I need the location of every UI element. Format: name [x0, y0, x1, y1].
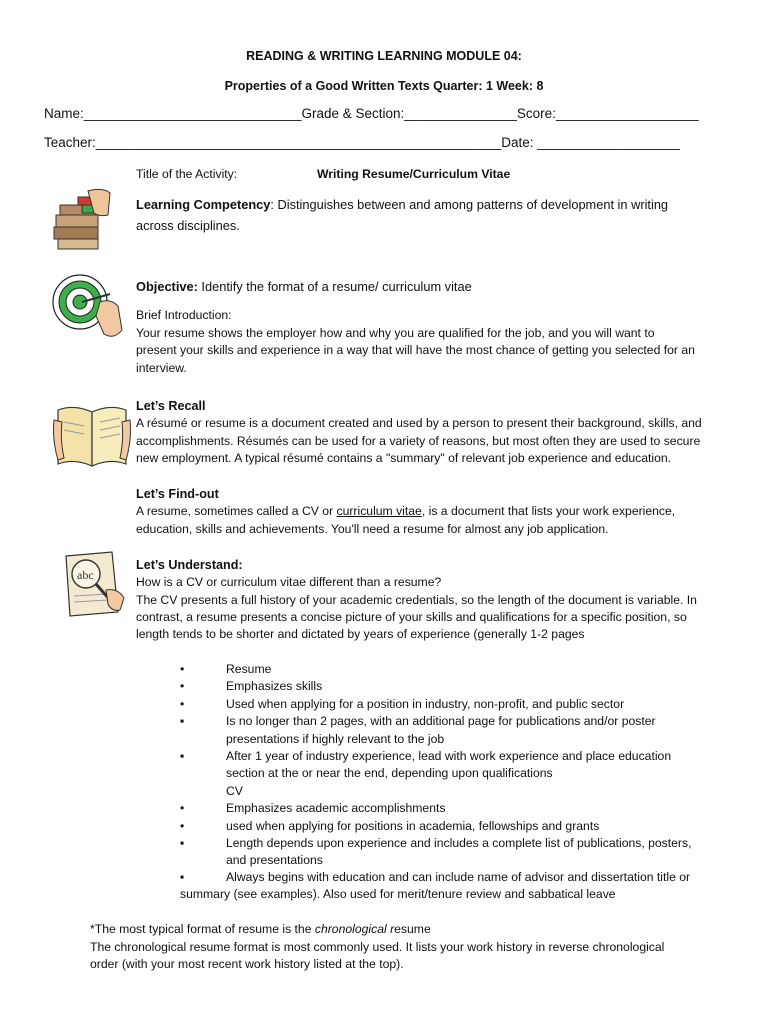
bullet-marker: ▪	[180, 714, 185, 729]
recall-line-1: A résumé or resume is a document created and used by a person to present their background, skills, and	[136, 416, 702, 430]
recall-heading: Let’s Recall	[136, 399, 206, 413]
books-icon	[48, 185, 118, 255]
objective-label: Objective:	[136, 279, 198, 294]
findout-line-2: education, skills and achievements. You'll need a resume for almost any job application.	[136, 522, 609, 536]
bullet-text: and presentations	[226, 853, 323, 868]
bullet-marker: •	[180, 679, 185, 694]
recall-line-2: accomplishments. Résumés can be used for a variety of reasons, but most often they are used to secure	[136, 434, 701, 448]
footer-italic-text: chronological r	[314, 922, 395, 936]
footer-line-3: order (with your most recent work history listed at the top).	[90, 957, 404, 971]
intro-line-3: interview.	[136, 361, 187, 375]
bullet-marker: •	[180, 818, 185, 833]
teacher-date-line: Teacher:______________________________________________________Date: ___________________	[44, 135, 680, 150]
findout-heading: Let’s Find-out	[136, 487, 219, 501]
objective-line	[136, 278, 472, 295]
intro-heading: Brief Introduction:	[136, 308, 232, 322]
bullet-text: section at the or near the end, depending upon qualifications	[226, 766, 553, 781]
name-grade-score-line: Name:_____________________________Grade & Section:_______________Score:___________________	[44, 106, 699, 121]
bullet-marker: ▪	[180, 870, 185, 884]
target-icon	[48, 272, 128, 348]
footer-text-b: esume	[394, 922, 431, 936]
bullet-marker: •	[180, 662, 185, 676]
footer-text-a: *The most typical format of resume is the	[90, 922, 315, 936]
objective-text: Identify the format of a resume/ curriculum vitae	[197, 279, 472, 294]
bullet-marker: ▪	[180, 749, 185, 763]
understand-heading: Let’s Understand:	[136, 558, 243, 572]
bullet-text: used when applying for positions in academia, fellowships and grants	[226, 818, 600, 833]
bullet-text: After 1 year of industry experience, lead with work experience and place education	[226, 749, 672, 763]
competency-text-1: : Distinguishes between and among patterns of development in writing	[270, 197, 669, 212]
bullet-text: Used when applying for a position in industry, non-profit, and public sector	[226, 696, 625, 711]
bullet-marker: •	[180, 801, 185, 816]
bullet-marker: ▪	[180, 836, 185, 850]
competency-label: Learning Competency	[136, 197, 271, 212]
open-book-icon	[52, 400, 132, 472]
recall-line-3: new employment. A typical résumé contains a "summary" of relevant job experience and education.	[136, 451, 672, 465]
bullet-text: Resume	[226, 662, 272, 676]
understand-line-3: contrast, a resume presents a concise picture of your skills and qualifications for a specific position, so	[136, 610, 687, 624]
intro-line-1: Your resume shows the employer how and why you are qualified for the job, and you will want to	[136, 326, 655, 340]
module-title: READING & WRITING LEARNING MODULE 04:	[246, 49, 522, 63]
bullet-text: CV	[226, 783, 243, 798]
bullet-text: Emphasizes skills	[226, 679, 323, 694]
footer-line-1	[90, 921, 431, 938]
last-bullet-line-2: summary (see examples). Also used for merit/tenure review and sabbatical leave	[180, 887, 616, 902]
svg-text:abc: abc	[77, 568, 94, 582]
module-subtitle: Properties of a Good Written Texts Quarter: 1 Week: 8	[224, 79, 544, 93]
curriculum-vitae-link[interactable]: curriculum vitae	[336, 504, 422, 518]
bullet-text: presentations if highly relevant to the job	[226, 731, 445, 746]
understand-line-4: length tends to be shorter and dictated by years of experience (generally 1-2 pages	[136, 627, 585, 641]
competency-line2: across disciplines.	[136, 218, 240, 233]
last-bullet-line-1: Always begins with education and can include name of advisor and dissertation title or	[226, 870, 691, 884]
bullet-text: Emphasizes academic accomplishments	[226, 801, 446, 816]
understand-line-1: How is a CV or curriculum vitae different than a resume?	[136, 575, 442, 589]
competency-line1	[136, 196, 668, 213]
footer-line-2: The chronological resume format is most commonly used. It lists your work history in reverse chronological	[90, 940, 665, 954]
findout-line-1	[136, 503, 675, 520]
findout-text-b: , is a document that lists your work experience,	[421, 504, 676, 518]
intro-line-2: present your skills and experience in a way that will have the most chance of getting you selected for an	[136, 343, 695, 357]
bullet-text: Is no longer than 2 pages, with an additional page for publications and/or poster	[226, 714, 656, 729]
activity-label: Title of the Activity:	[136, 167, 238, 181]
activity-title: Writing Resume/Curriculum Vitae	[317, 167, 511, 181]
findout-text-a: A resume, sometimes called a CV or	[136, 504, 337, 518]
understand-line-2: The CV presents a full history of your academic credentials, so the length of the document is variable. In	[136, 593, 697, 607]
magnifier-document-icon	[58, 550, 128, 620]
bullet-text: Length depends upon experience and includes a complete list of publications, posters,	[226, 836, 692, 850]
bullet-marker: •	[180, 696, 185, 711]
